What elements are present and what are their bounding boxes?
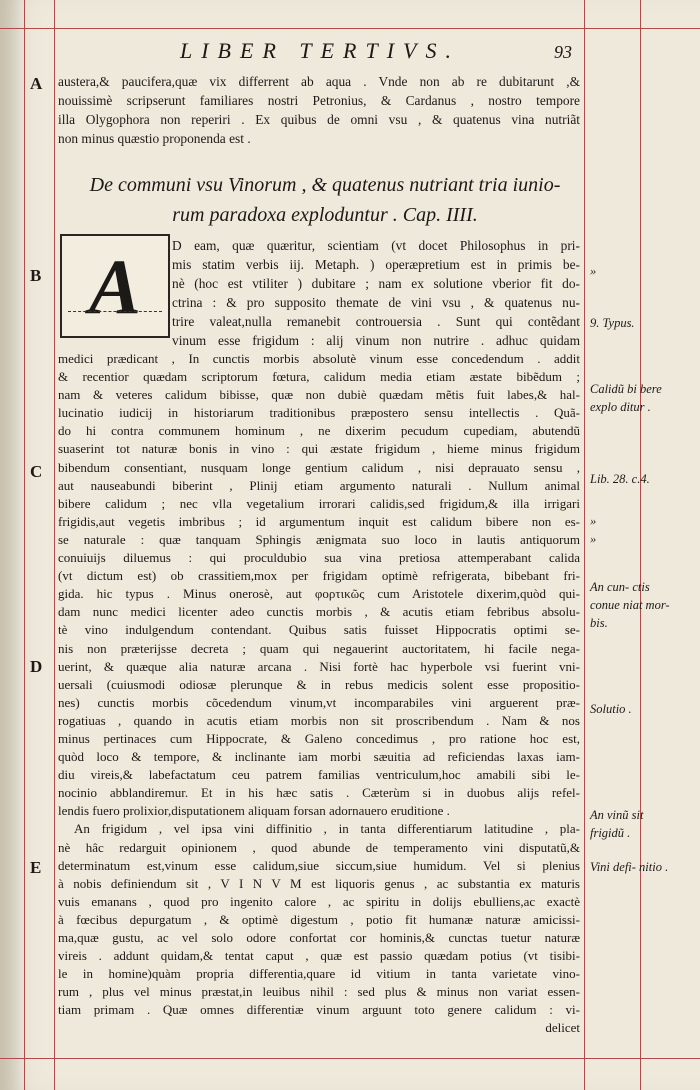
text-line: trire valeat,nulla remanebit controuersia . Sunt qui contẽdant [172,314,580,329]
text-line: (vt dictum est) ob crassitiem,mox per frigidam optimè refrigerata, bibebant fri- [58,568,580,584]
text-line: lucinatio iudicij in historiarum traditionibus præpostero sensu intellectis . Quã- [58,405,580,421]
text-line: nes) cunctis morbis cõcedendum vinum,vt incomparabiles vini arguerent præ- [58,694,580,710]
text-line: aut nauseabundi biberint , Plinij etiam argumento naturali . Nullum animal [58,477,580,493]
margin-note: » [590,514,597,528]
text-line: tiam primam . Quæ omnes differentiæ vinum arguunt toto genere calidum : vi- [58,1002,580,1018]
text-line: mis statim verbis iij. Metaph. ) operæpretium est in primis be- [172,257,580,272]
dropcap-paragraph [172,236,580,350]
section-letter-b: B [30,266,42,285]
section-letter-c: C [30,462,43,481]
text-line: nè hâc redarguit opinionem , quod abunde de temperamento vini disputatũ,& [58,839,580,855]
text-line: uerint, & quæque alia naturæ arcana . Nisi fortè hac hyperbole vsi fuerint vni- [58,658,580,674]
text-line: bibendum consentiant, nusquam longe gentium calidum , nisi deprauato sensu , [58,459,580,475]
margin-note: » [590,532,597,546]
top-rule [0,28,700,29]
catchword: delicet [545,1020,580,1036]
main-text [58,350,580,1038]
text-line: nè (hoc est vtiliter ) dubitare ; nam ex solutione vberior fit do- [172,276,580,291]
text-line: vireis . addunt quidam,& tentat caput , quæ est passio quædam potius (vt tisibi- [58,948,580,964]
text-line: An frigidum , vel ipsa vini diffinitio , in tanta differentiarum latitudine , pla- [74,821,580,837]
page-header [70,36,580,62]
margin-note: » [590,264,597,278]
text-line: uersali (cuiusmodi odiosæ plerunque & in rebus medicis solent esse propositio- [58,676,580,692]
margin-note: Solutio . [590,702,632,716]
text-line: vuis emanans , quod pro ingenito calore , ac spiritu in dolijs ebulliens,ac exactè [58,893,580,909]
chapter-title-line-1: De communi vsu Vinorum , & quatenus nutriant tria iunio- [89,174,561,196]
text-line: nouissimè scripserunt familiares nostri Petronius, & Cardanus , nostro tempore [58,93,580,108]
text-line: nocinio abblandiremur. Et in his hæc satis . Cæterùm si in duobus alijs refel- [58,785,580,801]
text-line: dam nunc medici licenter adeo cunctis morbis , & acutis etiam febribus absolu- [58,604,580,620]
text-line: à fœcibus depurgatum , & optimè digestum , potio fit humanæ naturæ amicissi- [58,911,580,927]
text-line: non minus quæstio proponenda est . [58,131,251,146]
margin-note: Calidũ bi bere explo ditur . [590,382,662,414]
text-line: ma,quæ gustu, ac vel solo odore confortat cor hominis,& cunctas tuetur naturæ [58,930,580,945]
page-number: 93 [554,42,572,62]
text-line: nam & veteres calidum bibisse, quæ non dubiè quædam mẽtis fuit labes,& hal- [58,387,580,403]
margin-note: Vini defi- nitio . [590,860,669,874]
margin-note: Lib. 28. c.4. [590,472,650,486]
text-line: lendis fuero prolixior,disputationem aliquam forsan adornauero eruditione . [58,803,450,819]
text-line: nis non præterijsse decreta ; quam qui negauerint auctoritatem, hi facile nega- [58,640,580,656]
text-line: suaserint tot naturæ bonis in vino : qui æstate frigidum , hieme minus frigidum [58,441,580,457]
text-line: & recentior quædam scriptorum fœtura, calidum media etiam æstate bibẽdum ; [58,369,580,385]
text-line: tè vino indulgendum contendant. Quibus satis fuisset Hippocratis optimi se- [58,622,580,638]
text-line: illa Olygophora non reperiri . Ex quibus de omni vsu , & quatenus vina nutriãt [58,112,580,127]
running-title: LIBER TERTIVS. [180,38,460,63]
text-right-rule [584,0,585,1090]
text-line: ctrina : & pro supposito themate de vini vsu , & quatenus nu- [172,295,580,310]
text-line: austera,& paucifera,quæ vix differrent ab aqua . Vnde non ab re dubitarunt ,& [58,74,580,89]
text-line: le in homine)quàm propria differentia,quare id vitium in tanta varietate vino- [58,966,580,982]
section-letter-a: A [30,74,43,93]
text-line: diu vireis,& labefactatum ceu patrem familias ventriculum,hoc amabili sibi le- [58,767,580,783]
text-line: se naturale : quæ tanquam Sphingis ænigmata suo loco in lautis antiquorum [58,531,580,547]
text-line: bibere calidum ; nec vlla vegetalium irrorari calidis,sed frigidum,& illa irrigari [58,495,580,511]
initial-letter: A [88,243,142,330]
text-line: rum , plus vel minus præstat,in leuibus nihil : sed plus & minus non variat essen- [58,984,580,1000]
initial-ornament [68,311,162,330]
text-line: conuiuijs diluemus : qui proculdubio sua vina pretiosa attemperabant calida [58,550,580,566]
text-line: D eam, quæ quæritur, scientiam (vt docet Philosophus in pri- [172,238,580,253]
chapter-title [70,170,580,230]
text-line: determinatum est,vinum esse calidum,siue siccum,siue humidum. Vel si plenius [58,857,580,873]
section-letter-e: E [30,858,42,877]
text-line: do hi contra communem hominum , ne dixerim pecudum cupediam, abutendũ [58,423,580,439]
text-line: à nobis definiendum sit , V I N V M est liquoris genus , ac substantia ex maturis [58,875,580,891]
text-line: vinum esse frigidum : alij vinum non nutrire . adhuc quidam [172,333,580,348]
left-outer-rule [24,0,25,1090]
text-line: quòd loco & tempore, & inclinante iam morbi sæuitia ad reficiendas laxas iam- [58,749,580,765]
margin-note: 9. Typus. [590,316,635,330]
section-letter-d: D [30,657,43,676]
text-line: minus pertinaces cum Hippocrate, & Galeno concedimus , pro ratione hoc est, [58,730,580,746]
text-line: frigidis,aut vegetis imbribus ; id argumentum inquit est calidum bibere non es- [58,513,580,529]
text-line: medici prædicant , In cunctis morbis absolutè vinum esse concedendum . addit [58,351,580,366]
chapter-title-line-2: rum paradoxa exploduntur . Cap. IIII. [172,204,478,226]
margin-note: An cun- ctis conue niat mor- bis. [590,580,670,630]
margin-note: An vinũ sit frigidũ . [590,808,644,840]
text-line: rogatiuas , quando in acutis etiam morbis non sit proscribendum . Nam & nos [58,712,580,728]
bottom-rule [0,1058,700,1059]
binding-shadow [0,0,22,1090]
left-inner-rule [54,0,55,1090]
text-line: gida. hic typus . Minus onerosè, aut φορτικῶς cum Aristotele dixerim,quòd qui- [58,586,580,602]
decorated-initial [60,234,170,338]
intro-paragraph [58,72,580,148]
